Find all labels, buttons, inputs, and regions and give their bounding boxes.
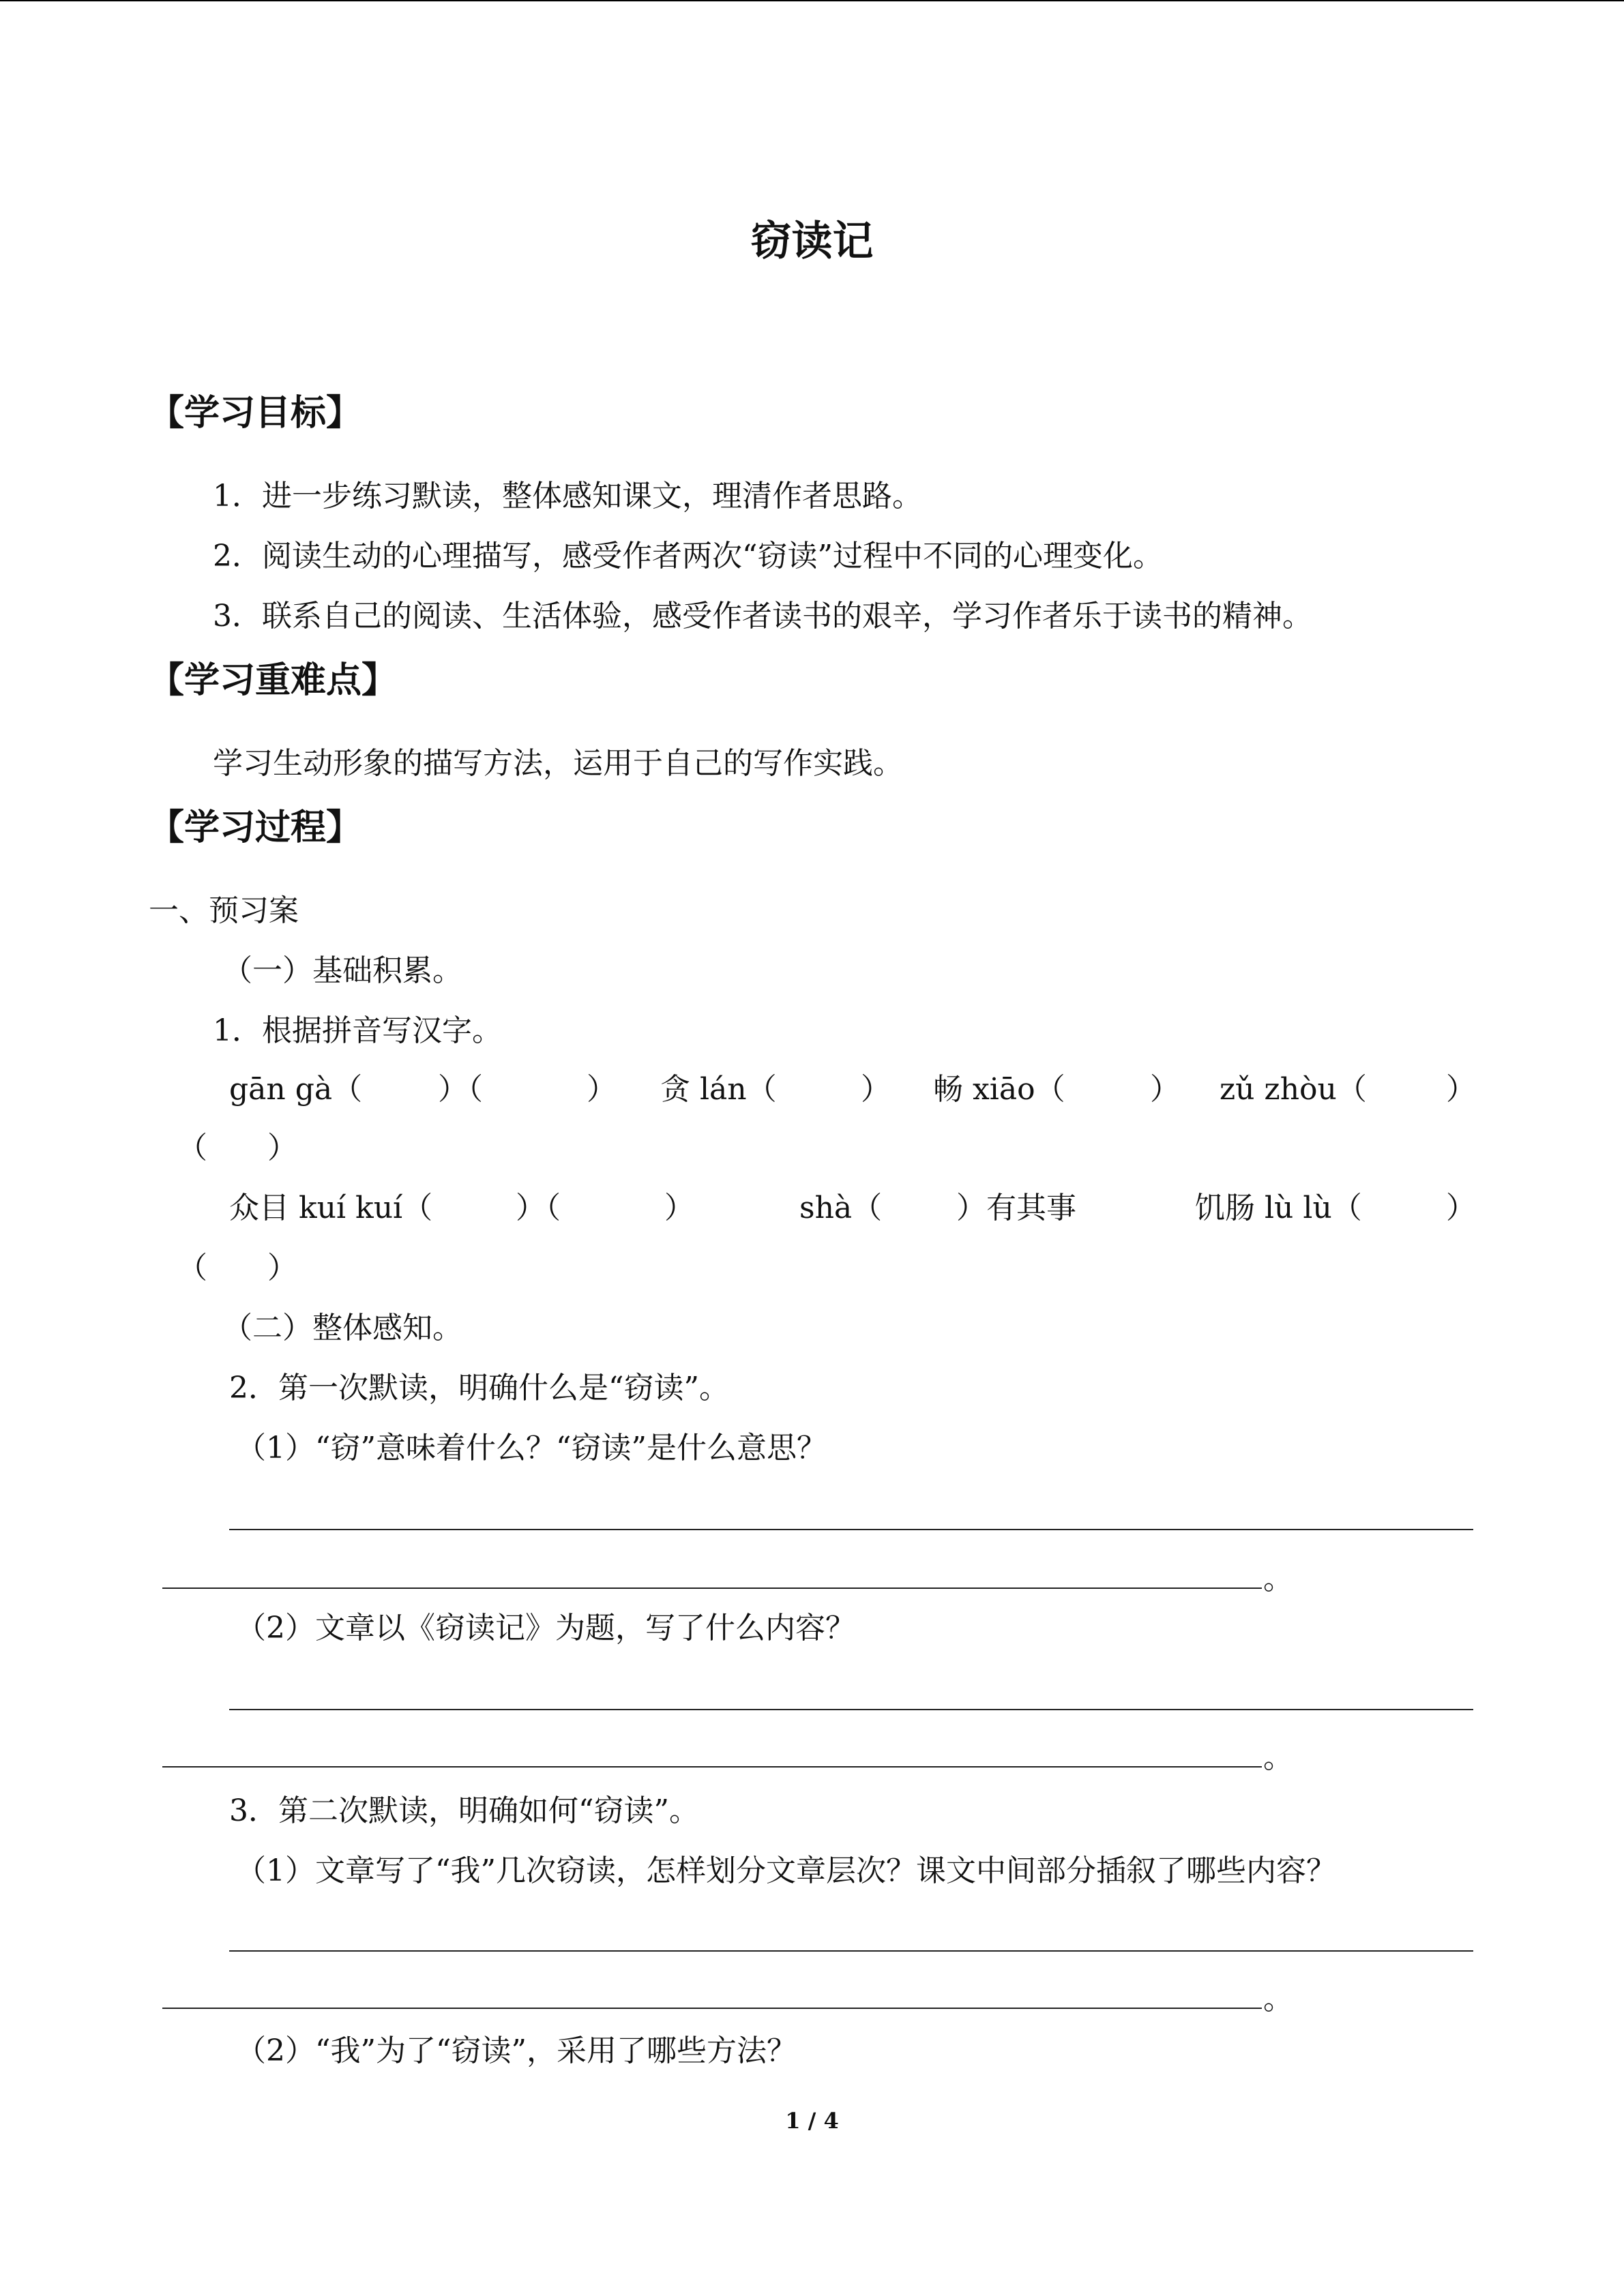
key-points-text: 学习生动形象的描写方法，运用于自己的写作实践。 [213,746,903,781]
answer-line[interactable] [229,1709,1473,1710]
answer-period: 。 [1263,1562,1293,1596]
sub2-label: （二）整体感知。 [222,1311,462,1345]
pinyin-kuikui: 众目 kuí kuí（ [229,1191,433,1225]
q3-text: 3．第二次默读，明确如何“窃读”。 [229,1793,699,1828]
process-heading: 【学习过程】 [149,807,362,848]
pinyin-zuzhou: zǔ zhòu（ [1220,1072,1367,1107]
pinyin-row1-wrap: （ ） [177,1131,297,1165]
q2-2-text: （2）文章以《窃读记》为题，写了什么内容？ [236,1611,855,1645]
pinyin-changxiao-close: ） [1150,1072,1180,1107]
answer-line[interactable] [162,1766,1262,1768]
pinyin-kuikui-bracket: ）（ [516,1191,561,1225]
pinyin-kuikui-close: ） [664,1191,694,1225]
answer-period: 。 [1263,1740,1293,1775]
q1-text: 1．根据拼音写汉字。 [213,1013,502,1048]
q3-1-text: （1）文章写了“我”几次窃读，怎样划分文章层次？课文中间部分插叙了哪些内容？ [236,1853,1336,1888]
answer-line[interactable] [162,1587,1262,1589]
pinyin-tanlan-close: ） [861,1072,891,1107]
answer-line[interactable] [229,1529,1473,1530]
pinyin-zuzhou-close: ） [1446,1072,1476,1107]
key-points-heading: 【学习重难点】 [149,660,398,701]
pinyin-changxiao: 畅 xiāo（ [933,1072,1065,1107]
answer-line[interactable] [162,2008,1262,2009]
part1-label: 一、预习案 [149,893,299,928]
pinyin-lulu: 饥肠 lù lù（ [1195,1191,1362,1225]
pinyin-ganga-close: ） [587,1072,617,1107]
q2-1-text: （1）“窃”意味着什么？“窃读”是什么意思？ [236,1431,827,1465]
goal-item-3: 3．联系自己的阅读、生活体验，感受作者读书的艰辛，学习作者乐于读书的精神。 [213,599,1312,633]
goal-item-1: 1．进一步练习默读，整体感知课文，理清作者思路。 [213,479,922,513]
pinyin-tanlan: 贪 lán（ [660,1072,777,1107]
pinyin-row2-wrap: （ ） [177,1251,297,1285]
pinyin-sha-close: ）有其事 [956,1191,1076,1225]
pinyin-lulu-close: ） [1446,1191,1476,1225]
page-number: 1 / 4 [785,2108,839,2134]
pinyin-ganga: gān gà（ [229,1072,363,1107]
goals-heading: 【学习目标】 [149,393,362,434]
answer-period: 。 [1263,1982,1293,2016]
goal-item-2: 2．阅读生动的心理描写，感受作者两次“窃读”过程中不同的心理变化。 [213,539,1163,573]
q2-text: 2．第一次默读，明确什么是“窃读”。 [229,1371,729,1405]
page-title: 窃读记 [750,218,874,265]
q3-2-text: （2）“我”为了“窃读”，采用了哪些方法？ [236,2033,797,2068]
pinyin-sha: shà（ [799,1191,883,1225]
answer-line[interactable] [229,1950,1473,1952]
sub1-label: （一）基础积累。 [222,953,462,988]
pinyin-ganga-bracket: ）（ [438,1072,483,1107]
